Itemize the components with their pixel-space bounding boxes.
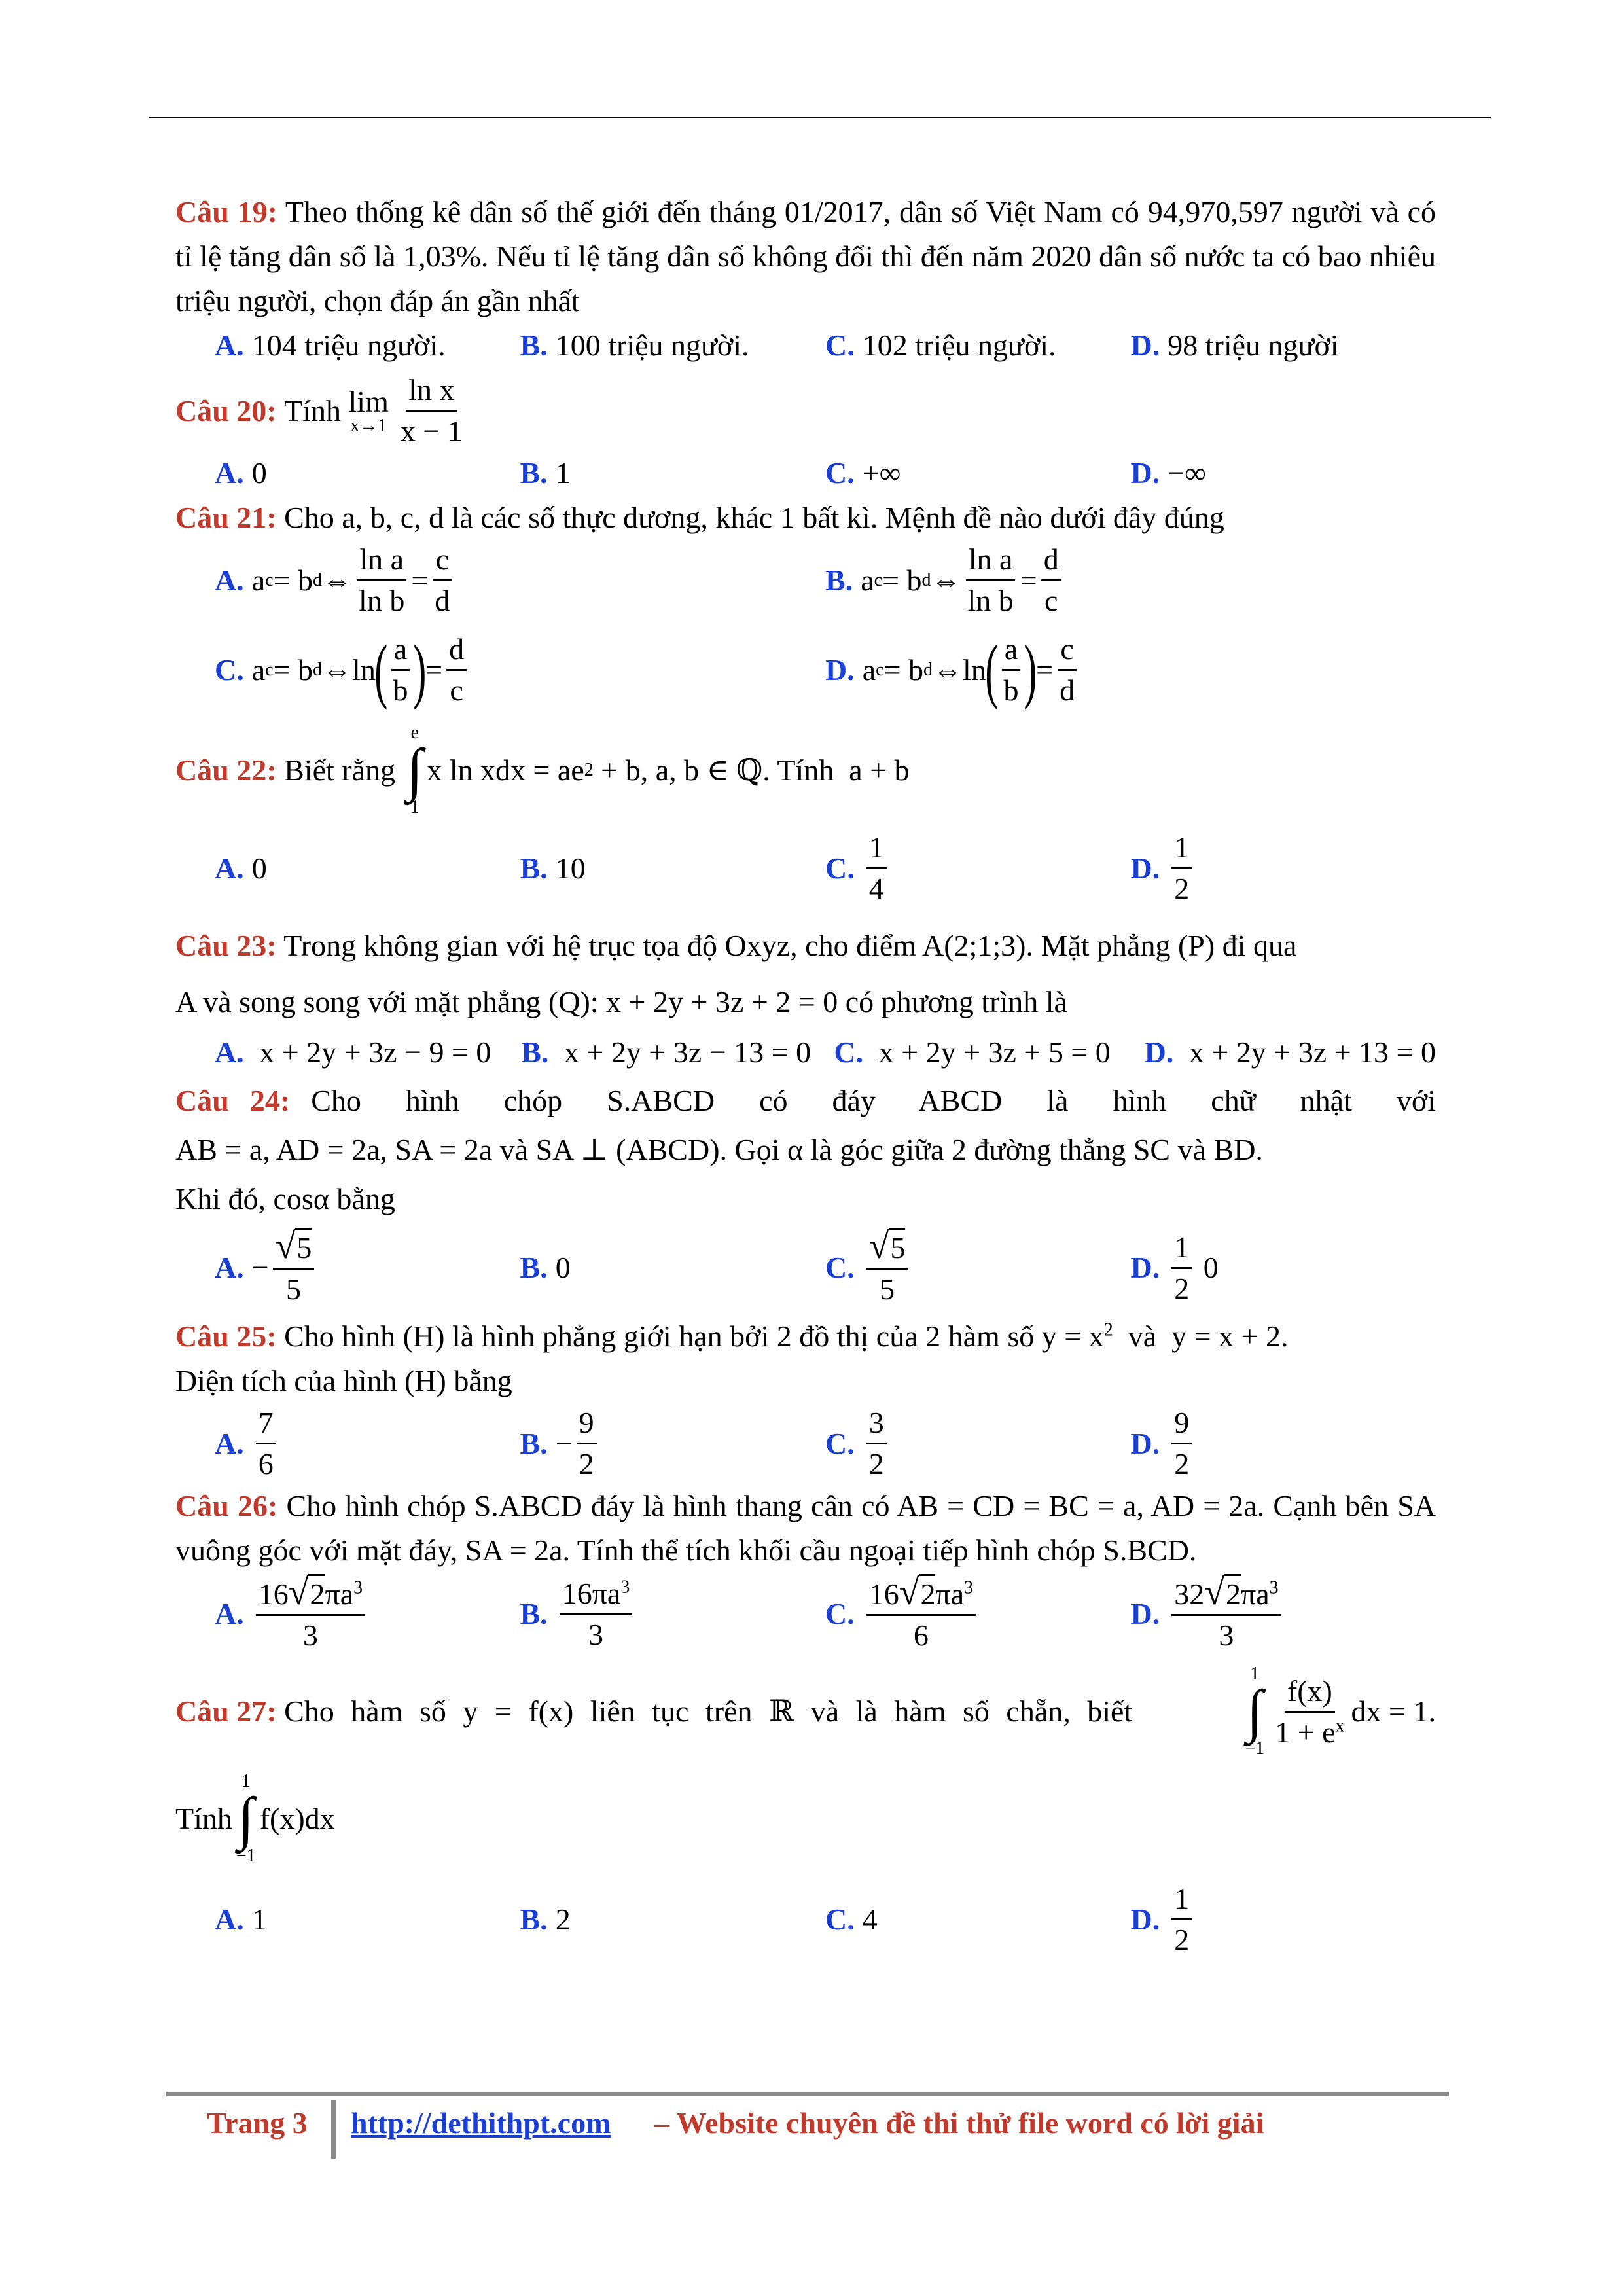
question-22: Câu 22: Biết rằng e ∫ 1 x ln xdx = ae 2 + b, a, b ∈ ℚ. Tính a + b [175,723,910,817]
coef: 32 [1174,1577,1205,1611]
options-24 [175,1227,1436,1309]
denominator: 2 [1174,1447,1190,1480]
option-b[interactable] [520,323,826,368]
top-rule [149,117,1491,118]
eq-b: = b [273,653,313,687]
options-19 [175,323,1436,368]
fraction [1041,540,1061,620]
option-text: x + 2y + 3z + 13 = 0 [1188,1035,1436,1069]
footer-divider [331,2100,336,2159]
denominator: d [1060,673,1075,707]
option-text: 104 triệu người. [251,329,446,362]
option-letter: A. [215,1597,244,1630]
lower-limit: −1 [1245,1738,1265,1759]
denominator: b [1003,673,1019,707]
question-text: Biết rằng [284,753,396,787]
question-label: Câu 26: [175,1489,278,1522]
option-a[interactable] [215,846,520,891]
option-text: 0 [251,851,267,885]
denominator: b [393,673,408,707]
option-b[interactable] [520,1246,826,1290]
option-letter: C. [825,1251,855,1284]
equals: = [1036,653,1054,687]
denominator: x − 1 [400,414,463,448]
numerator: f(x) [1285,1672,1335,1713]
question-rest: + b, a, b ∈ ℚ. Tính a + b [593,753,910,787]
question-27 [175,1664,1436,1759]
option-c[interactable] [825,1227,1131,1309]
numerator: c [433,540,452,581]
numerator: ln x [406,370,457,412]
iff: ⇔ [322,563,353,597]
radicand: 2 [919,1574,935,1613]
denominator: 2 [1174,1271,1190,1305]
question-label: Câu 21: [175,501,277,534]
question-24 [175,1079,1436,1123]
numerator: 3 [866,1403,887,1444]
fraction: $\frac{32√2\pi a^3}{3}$ [1171,1573,1281,1655]
tail: πa [1240,1577,1270,1611]
denominator: 5 [286,1272,302,1306]
denominator: 1 + e [1275,1715,1336,1749]
numerator: d [1041,540,1061,581]
option-letter: B. [520,1597,548,1630]
radicand: 2 [308,1574,325,1613]
option-a[interactable] [215,1403,520,1484]
integrand: f(x)dx [259,1802,335,1835]
option-a[interactable] [215,323,520,368]
option-letter: D. [1130,1426,1160,1460]
fraction [965,540,1016,620]
equals: = [411,563,429,597]
option-letter: B. [521,1035,549,1069]
denominator: c [1044,584,1058,617]
question-label: Câu 27: [175,1695,277,1728]
option-letter: A. [215,329,244,362]
option-letter: C. [825,1902,855,1936]
option-letter: B. [520,1251,548,1284]
fraction [398,370,465,451]
denominator: 2 [579,1447,594,1480]
fraction: $\frac{16√2\pi a^3}{3}$ [256,1573,365,1655]
right-paren: ) [413,630,427,710]
numerator: ln a [357,540,406,581]
question-text-1: Cho hình (H) là hình phẳng giới hạn bởi 2 đồ thị của 2 hàm số y = x [284,1319,1104,1353]
lim-sub: x→1 [350,415,387,436]
lower-limit: −1 [236,1846,256,1866]
options-27 [175,1879,1436,1960]
question-text-1: Trong không gian với hệ trục tọa độ Oxyz, cho điểm A(2;1;3). Mặt phẳng (P) đi qua [283,929,1297,962]
minus-sign: − [251,1251,269,1284]
question-label: Câu 24: [175,1084,291,1117]
option-c[interactable] [825,451,1131,495]
fraction [1272,1672,1347,1752]
option-b[interactable] [520,451,826,495]
option-letter: A. [215,1426,244,1460]
question-label: Câu 23: [175,929,277,962]
option-letter: B. [520,1902,548,1936]
option-letter: D. [1144,1035,1174,1069]
denominator: 3 [302,1619,318,1652]
equals: = [425,653,443,687]
option-letter: A. [215,563,244,597]
exponent: 3 [1269,1577,1279,1598]
upper-limit: e [410,723,419,743]
numerator: 1 [1171,828,1192,869]
question-text-2: A và song song với mặt phẳng (Q): x + 2y + 3z + 2 = 0 có phương trình là [175,985,1067,1018]
numerator: 1 [1171,1228,1192,1269]
numerator: a [1002,630,1020,671]
tail: πa [325,1577,354,1611]
option-a[interactable] [215,1030,521,1075]
eq-b: = b [882,563,922,597]
option-letter: B. [825,563,853,597]
question-text-2: Tính [175,1802,232,1835]
option-c[interactable] [825,1897,1131,1942]
option-a[interactable] [215,451,520,495]
question-21 [175,495,1436,540]
option-text: x + 2y + 3z − 13 = 0 [563,1035,812,1069]
fraction [577,1403,597,1484]
page-content [175,190,1436,1960]
option-c[interactable]: C. a c = b d ⇔ ln ( $\frac{a}{b}$ ) = $\frac{d}{c}$ [215,630,825,710]
exponent: 3 [620,1577,630,1598]
footer-site-text: – Website chuyên đề thi thử file word có lời giải [654,2106,1264,2140]
question-26 [175,1484,1436,1573]
option-text: 10 [555,851,586,885]
left-paren: ( [985,630,999,710]
denominator: 4 [868,872,884,905]
option-d[interactable] [1131,451,1436,495]
ln: ln [352,653,376,687]
question-text: Cho hình chóp S.ABCD đáy là hình thang cân có AB = CD = BC = a, AD = 2a. Cạnh bên SA vuông góc với mặt đáy, SA = 2a. Tính thể tích khối cầu ngoại tiếp hình chóp S.BCD. [175,1489,1436,1567]
option-b[interactable] [520,1403,826,1484]
numerator: 7 [256,1403,276,1444]
lower-limit: 1 [410,797,419,817]
options-26 [175,1573,1436,1655]
footer-rule [166,2092,1449,2096]
option-c[interactable] [825,1573,1131,1655]
numerator: 1 [1171,1879,1192,1920]
iff: ⇔ [933,653,963,687]
question-text-1: Cho hình chóp S.ABCD có đáy ABCD là hình chữ nhật với [311,1084,1436,1117]
option-letter: D. [1130,851,1160,885]
option-letter: C. [215,653,244,687]
options-20 [175,451,1436,495]
fraction [1171,828,1192,908]
base-a: a [251,653,266,687]
option-letter: A. [215,1035,244,1069]
fraction [356,540,407,620]
numerator: 9 [1171,1403,1192,1444]
option-d[interactable] [1131,828,1436,908]
option-text: 1 [251,1902,267,1936]
option-letter: A. [215,1251,244,1284]
option-text: 100 triệu người. [555,329,749,362]
option-a[interactable] [215,1897,520,1942]
option-letter: C. [834,1035,864,1069]
numerator: ln a [966,540,1016,581]
denominator: 5 [880,1272,895,1306]
base-a: a [251,563,266,597]
minus-sign: − [555,1426,573,1460]
question-text-1: Cho hàm số y = f(x) liên tục trên ℝ và là hàm số chẵn, biết [284,1695,1133,1728]
fraction [1171,1403,1192,1484]
option-text: −∞ [1168,456,1206,490]
option-text: 1 [555,456,571,490]
radicand: 5 [295,1228,312,1266]
option-text: 98 triệu người [1168,329,1339,362]
eq-b: = b [883,653,924,687]
exponent: 3 [353,1577,363,1598]
upper-limit: 1 [1250,1664,1260,1684]
option-letter: C. [825,329,855,362]
integral-sign: e ∫ 1 [406,723,423,817]
denominator: 2 [1174,1923,1190,1956]
option-letter: D. [1130,329,1160,362]
footer-page-number: Trang 3 [207,2106,308,2140]
option-letter: D. [1130,1597,1160,1630]
fraction [560,1574,633,1655]
option-c[interactable] [825,323,1131,368]
integral-sign: 1 ∫ −1 [1245,1664,1265,1759]
footer-link[interactable]: http://dethithpt.com [351,2106,611,2140]
iff: ⇔ [322,653,353,687]
integrand: x ln xdx = ae [427,753,584,787]
option-a[interactable]: A. a c = b d ⇔ $\frac{\text{ln a}}{\text{ln b}}$ = $\frac{c}{d}$ [215,540,825,620]
fraction [390,630,410,710]
option-letter: D. [825,653,855,687]
denominator: 6 [258,1447,274,1480]
option-letter: C. [825,1597,855,1630]
option-text: 2 [555,1902,571,1936]
option-letter: B. [520,1426,548,1460]
option-d[interactable] [1131,1879,1436,1960]
option-letter: D. [1130,1902,1160,1936]
fraction [446,630,467,710]
option-c[interactable] [825,1403,1131,1484]
exponent: 3 [964,1577,974,1598]
fraction [866,1403,887,1484]
lim: lim [348,384,389,418]
numerator: 9 [577,1403,597,1444]
question-25 [175,1314,1436,1403]
option-extra: 0 [1203,1251,1219,1284]
numerator: d [446,630,467,671]
option-d[interactable] [1131,1403,1436,1484]
fraction: $\frac{√5}{5}$ [273,1227,315,1309]
option-b[interactable]: B. a c = b d ⇔ $\frac{\text{ln a}}{\text{ln b}}$ = $\frac{d}{c}$ [825,540,1436,620]
fraction: $\frac{16√2\pi a^3}{6}$ [866,1573,976,1655]
option-b[interactable] [520,1897,826,1942]
options-21-ab [175,540,1436,620]
tail: πa [935,1577,965,1611]
integral-sign: 1 ∫ −1 [236,1771,256,1866]
eq-b: = b [273,563,313,597]
question-label: Câu 19: [175,195,277,228]
option-c[interactable] [825,828,1131,908]
options-22 [175,828,1436,908]
upper-limit: 1 [241,1771,251,1791]
option-d[interactable]: D. a c = b d ⇔ ln ( $\frac{a}{b}$ ) = $\frac{c}{d}$ [825,630,1436,710]
options-23 [215,1030,1436,1075]
option-letter: C. [825,851,855,885]
question-23 [175,918,1436,1030]
fraction [1001,630,1021,710]
fraction [1171,1228,1192,1308]
question-label: Câu 22: [175,753,277,787]
fraction [866,828,887,908]
option-letter: B. [520,329,548,362]
option-b[interactable] [520,846,826,891]
option-b[interactable] [521,1030,834,1075]
limit-expression [348,384,389,436]
question-27-line2 [175,1772,1436,1866]
denominator: c [450,673,463,707]
option-letter: A. [215,1902,244,1936]
question-text: Cho a, b, c, d là các số thực dương, khác 1 bất kì. Mệnh đề nào dưới đây đúng [284,501,1224,534]
option-d[interactable] [1131,323,1436,368]
left-paren: ( [374,630,388,710]
question-text-2: Diện tích của hình (H) bằng [175,1364,512,1397]
option-letter: D. [1130,456,1160,490]
question-label: Câu 20: [175,393,277,427]
fraction [256,1403,276,1484]
option-d[interactable] [1131,1573,1436,1655]
option-text: 4 [862,1902,878,1936]
denominator: ln b [967,584,1014,617]
option-d[interactable] [1145,1030,1436,1075]
radicand: 5 [889,1228,905,1266]
question-24-line2 [175,1123,1436,1177]
option-text: +∞ [862,456,901,490]
option-b[interactable] [520,1574,826,1655]
fraction [1057,630,1077,710]
option-letter: C. [825,456,855,490]
options-25 [175,1403,1436,1484]
exponent: 2 [1103,1319,1113,1340]
numerator: c [1058,630,1076,671]
denominator: 3 [588,1617,604,1651]
question-20 [175,370,1436,451]
numerator: 1 [866,828,887,869]
fraction [432,540,452,620]
denominator: 3 [1219,1619,1234,1652]
option-text: 0 [555,1251,571,1284]
coef: 16 [258,1577,289,1611]
option-letter: B. [520,851,548,885]
denominator: d [435,584,450,617]
denominator: 2 [1174,872,1190,905]
option-a[interactable] [215,1573,520,1655]
fraction [1171,1879,1192,1960]
question-text-2: AB = a, AD = 2a, SA = 2a và SA ⊥ (ABCD). Gọi α là góc giữa 2 đường thẳng SC và BD. [175,1133,1263,1166]
iff: ⇔ [931,563,961,597]
option-text: x + 2y + 3z − 9 = 0 [259,1035,491,1069]
question-text: Tính [284,393,342,427]
option-letter: B. [520,456,548,490]
question-label: Câu 25: [175,1319,277,1353]
equals: = [1020,563,1037,597]
ln: ln [963,653,986,687]
option-letter: C. [825,1426,855,1460]
option-c[interactable] [834,1030,1144,1075]
options-21-cd [175,630,1436,710]
option-text: x + 2y + 3z + 5 = 0 [878,1035,1111,1069]
question-24-line3 [175,1177,1436,1221]
integral-tail: dx = 1. [1351,1695,1436,1728]
option-d[interactable] [1131,1228,1436,1308]
question-text: Theo thống kê dân số thế giới đến tháng 01/2017, dân số Việt Nam có 94,970,597 người và có tỉ lệ tăng dân số là 1,03%. Nếu tỉ lệ tăng dân số không đổi thì đến năm 2020 dân số nước ta có bao nhiêu triệu người, chọn đáp án gần nhất [175,195,1436,317]
denominator: ln b [359,584,405,617]
question-19 [175,190,1436,323]
coef: 16πa [562,1576,621,1610]
coef: 16 [868,1577,899,1611]
denominator: 6 [913,1619,929,1652]
question-text-1b: và y = x + 2. [1113,1319,1289,1353]
option-a[interactable] [215,1227,520,1309]
option-text: 0 [251,456,267,490]
right-paren: ) [1024,630,1037,710]
denominator: 2 [868,1447,884,1480]
base-a: a [861,563,874,597]
option-text: 102 triệu người. [862,329,1056,362]
radicand: 2 [1224,1574,1241,1613]
option-letter: D. [1130,1251,1160,1284]
numerator: a [391,630,410,671]
question-text-3: Khi đó, cosα bằng [175,1182,395,1215]
option-letter: A. [215,851,244,885]
exponent: x [1335,1715,1345,1736]
fraction: $\frac{√5}{5}$ [866,1227,908,1309]
option-letter: A. [215,456,244,490]
base-a: a [862,653,876,687]
